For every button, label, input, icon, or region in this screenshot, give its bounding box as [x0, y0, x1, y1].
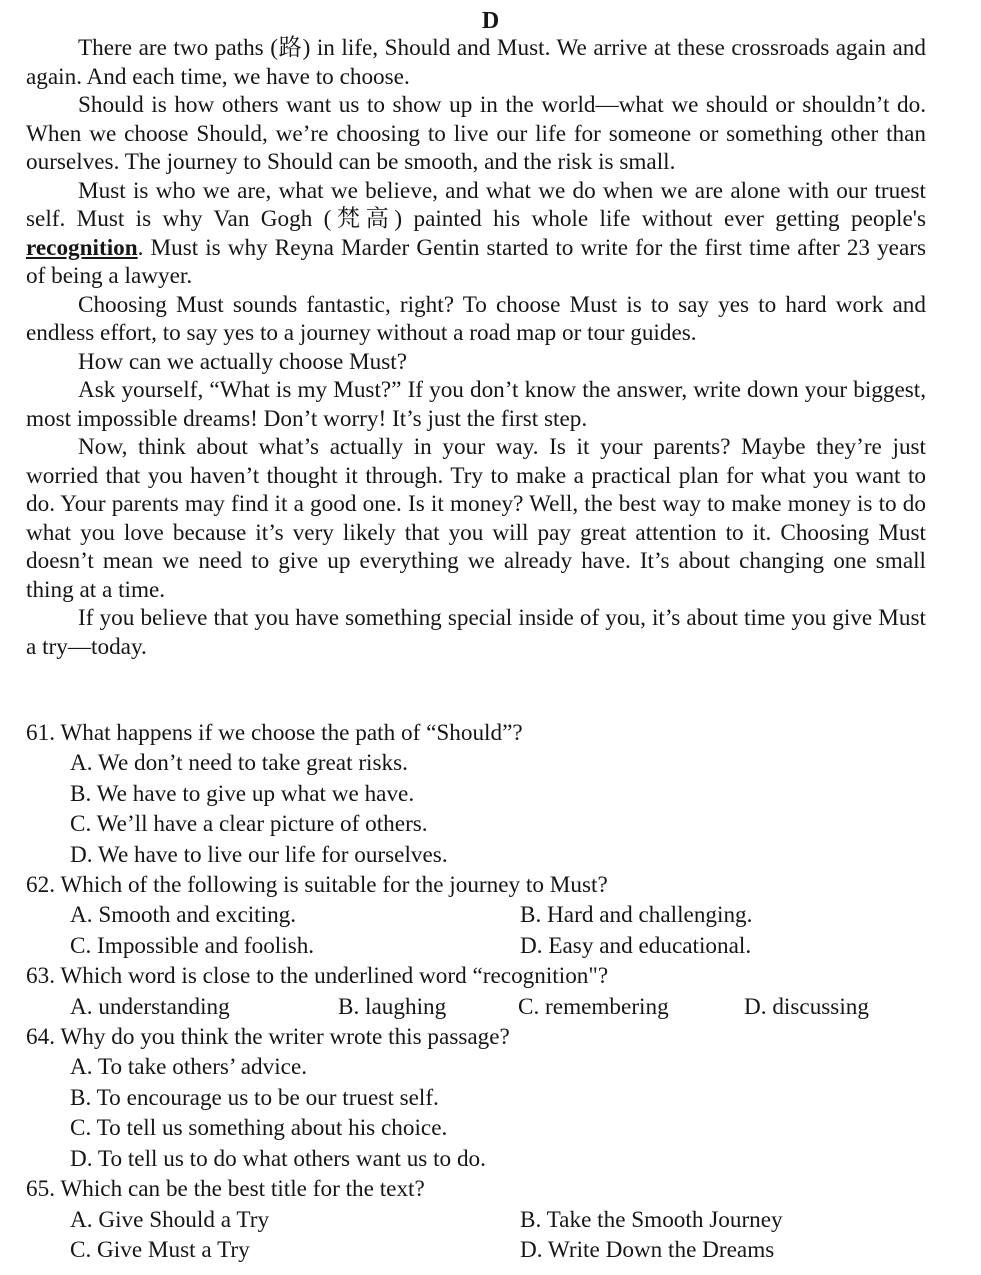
- option-63-c: C. remembering: [518, 993, 669, 1020]
- reading-passage: [26, 34, 926, 661]
- option-row: [26, 931, 926, 961]
- underlined-word: recognition: [26, 234, 138, 261]
- question-62: 62. Which of the following is suitable for the journey to Must?: [26, 872, 608, 899]
- passage-paragraph: Now, think about what’s actually in your way. Is it your parents? Maybe they’re just worried that you haven’t thought it through. Try to make a practical plan for what you want to do. Your parents may find it a good one. Is it money? Well, the best way to make money is to do what you love because it’s very likely that you will pay great attention to it. Choosing Must doesn’t mean we need to give up everything we already have. It’s about changing one small thing at a time.: [26, 434, 926, 603]
- section-heading: D: [481, 8, 500, 34]
- option-62-a: A. Smooth and exciting.: [70, 902, 297, 929]
- option-62-c: C. Impossible and foolish.: [70, 932, 315, 959]
- option-61-c: C. We’ll have a clear picture of others.: [70, 811, 428, 838]
- question-64: 64. Why do you think the writer wrote this passage?: [26, 1024, 510, 1051]
- option-63-d: D. discussing: [744, 993, 869, 1020]
- passage-paragraph: Ask yourself, “What is my Must?” If you don’t know the answer, write down your biggest, most impossible dreams! Don’t worry! It’s just the first step.: [26, 377, 926, 432]
- option-62-d: D. Easy and educational.: [520, 932, 752, 959]
- passage-text: Must is who we are, what we believe, and what we do when we are alone with our truest self. Must is why Van Gogh (梵高) painted his whole life without ever getting people's: [26, 177, 926, 232]
- option-row: [26, 992, 926, 1022]
- option-row: [26, 1205, 926, 1235]
- option-63-a: A. understanding: [70, 993, 230, 1020]
- passage-text: . Must is why Reyna Marder Gentin started to write for the first time after 23 years of being a lawyer.: [26, 234, 926, 289]
- question-list: [26, 718, 926, 1265]
- passage-paragraph: [26, 177, 926, 291]
- option-61-d: D. We have to live our life for ourselves.: [70, 841, 448, 868]
- option-65-a: A. Give Should a Try: [70, 1206, 270, 1233]
- option-64-c: C. To tell us something about his choice.: [70, 1115, 448, 1142]
- passage-paragraph: How can we actually choose Must?: [78, 348, 408, 375]
- passage-paragraph: Should is how others want us to show up in the world—what we should or shouldn’t do. When we choose Should, we’re choosing to live our life for someone or something other than ourselves. The journey to Should can be smooth, and the risk is small.: [26, 92, 926, 175]
- passage-paragraph: If you believe that you have something special inside of you, it’s about time you give Must a try—today.: [26, 605, 926, 660]
- passage-paragraph: There are two paths (路) in life, Should and Must. We arrive at these crossroads again and again. And each time, we have to choose.: [26, 35, 926, 90]
- option-61-a: A. We don’t need to take great risks.: [70, 750, 408, 777]
- option-62-b: B. Hard and challenging.: [520, 902, 753, 929]
- option-row: [26, 900, 926, 930]
- option-61-b: B. We have to give up what we have.: [70, 780, 415, 807]
- option-65-b: B. Take the Smooth Journey: [520, 1206, 783, 1233]
- option-64-b: B. To encourage us to be our truest self.: [70, 1084, 439, 1111]
- option-65-d: D. Write Down the Dreams: [520, 1236, 775, 1263]
- option-64-a: A. To take others’ advice.: [70, 1054, 308, 1081]
- option-row: [26, 1235, 926, 1265]
- passage-paragraph: Choosing Must sounds fantastic, right? To choose Must is to say yes to hard work and endless effort, to say yes to a journey without a road map or tour guides.: [26, 291, 926, 346]
- option-63-b: B. laughing: [338, 993, 447, 1020]
- question-63: 63. Which word is close to the underlined word “recognition"?: [26, 963, 609, 990]
- option-64-d: D. To tell us to do what others want us to do.: [70, 1145, 486, 1172]
- option-65-c: C. Give Must a Try: [70, 1236, 250, 1263]
- question-61: 61. What happens if we choose the path of “Should”?: [26, 720, 523, 746]
- question-65: 65. Which can be the best title for the text?: [26, 1176, 425, 1203]
